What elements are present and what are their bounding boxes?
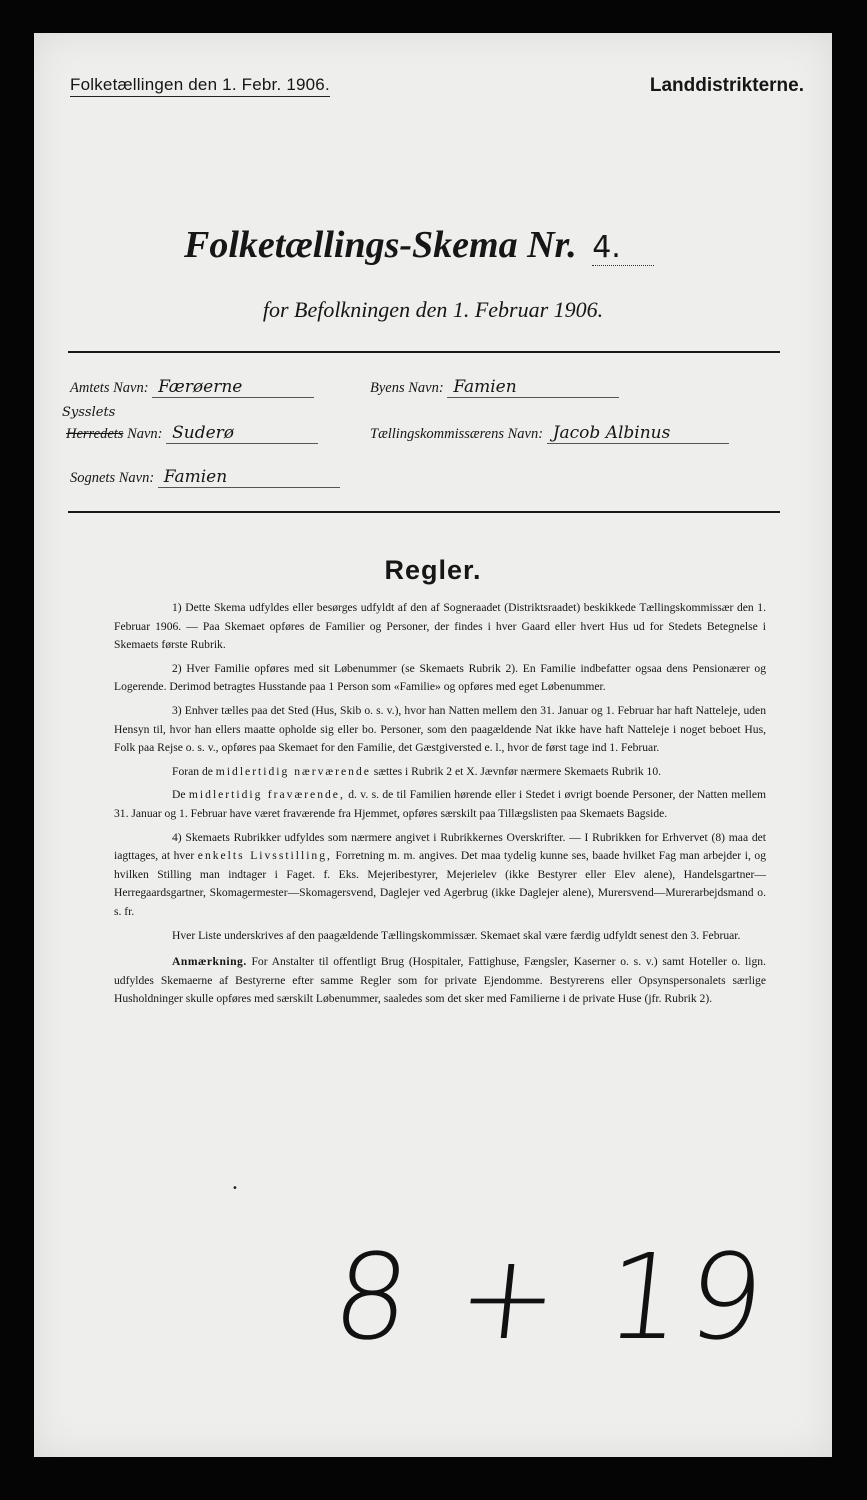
divider-bottom [68, 511, 780, 513]
amt-value: Færøerne [152, 377, 314, 398]
rule-paragraph-3: 3) Enhver tælles paa det Sted (Hus, Skib o. s. v.), hvor han Natten mellem den 31. Januar og 1. Februar har haft Natteleje, uden Hensyn til, hvor han ellers maatte opholde sig eller bo. Personer, som den paagældende Nat ikke have haft Natteleje i noget beboet Hus, Folk paa Rejse o. s. v., opføres paa Skemaet for den Familie, det Gæstgiversted e. l., hvor de først tage ind 1. Februar. [114, 703, 766, 755]
census-form-page [34, 33, 832, 1457]
rule-3c-post: d. v. s. de til Familien hørende eller i Stedet i øvrigt boende Personer, der Natten mellem 31. Januar og 1. Februar have været fraværende fra Hjemmet, opføres særskilt paa Tillægslisten paa Skemaets Bagside. [114, 788, 766, 820]
sogn-label: Sognets Navn: [70, 470, 155, 486]
rule-4-spaced: enkelts Livsstilling, [197, 849, 332, 863]
sogn-field [70, 467, 340, 488]
rule-3b-spaced: midlertidig nærværende [215, 764, 371, 778]
header-census-date: Folketællingen den 1. Febr. 1906. [70, 75, 330, 97]
rule-note [114, 953, 766, 1009]
kommissaer-value: Jacob Albinus [547, 423, 729, 444]
ink-dot: • [232, 1183, 238, 1194]
herred-field [66, 423, 318, 444]
form-title [184, 223, 654, 267]
rules-body [114, 599, 766, 1014]
byens-value: Famien [447, 377, 619, 398]
amt-label: Amtets Navn: [70, 380, 149, 396]
rule-4-pre: 4) Skemaets Rubrikker udfyldes som nærmere angivet i Rubrikkernes Overskrifter. — I Rubrikken for Erhvervet (8) maa det iagttages, at hver [114, 830, 766, 863]
rule-paragraph-1: 1) Dette Skema udfyldes eller besørges udfyldt af den af Sogneraadet (Distriktsraadet) beskikkede Tællingskommissær den 1. Februar 1906. — Paa Skemaet opføres de Familier og Personer, der findes i hver Gaard eller hvert Hus ud for Stedets Betegnelse i Skemaets første Rubrik. [114, 601, 766, 652]
herred-label-correction: Sysslets [62, 405, 116, 420]
form-title-text: Folketællings-Skema Nr. [184, 224, 577, 266]
divider-top [68, 351, 780, 353]
handwritten-total: 8 + 19 [326, 1228, 777, 1366]
sogn-value: Famien [158, 467, 340, 488]
herred-label-struck: Herredets [66, 426, 124, 442]
rule-paragraph-3b [114, 763, 766, 782]
rule-3c-pre: De [172, 788, 186, 802]
byens-field [370, 377, 619, 398]
form-number-handwritten: 4. [592, 230, 654, 266]
header-district-type: Landdistrikterne. [649, 75, 804, 96]
herred-value: Suderø [166, 423, 318, 444]
rule-4-post: Forretning m. m. angives. Det maa tydelig kunne ses, baade hvilket Fag man arbejder i, og hvilken Stilling man indtager i Faget. f. Eks. Mejeribestyrer, Mejerielev (ikke Bestyrer eller Elev alene), Handelsgartner—Herregaardsgartner, Skomagermester—Skomagersvend, Daglejer ved Agerbrug (ikke Daglejer alene), Murersvend—Murerarbejdsmand o. s. fr. [114, 849, 767, 918]
form-subtitle: for Befolkningen den 1. Februar 1906. [262, 297, 604, 322]
kommissaer-label: Tællingskommissærens Navn: [370, 426, 544, 442]
herred-label: Navn: [127, 426, 163, 442]
byens-label: Byens Navn: [370, 380, 444, 396]
amt-field [70, 377, 314, 398]
rule-paragraph-5: Hver Liste underskrives af den paagældende Tællingskommissær. Skemaet skal være færdig udfyldt senest den 3. Februar. [172, 928, 741, 942]
rule-paragraph-3c [114, 786, 766, 823]
note-label: Anmærkning. [172, 955, 247, 969]
kommissaer-field [370, 423, 729, 444]
rule-paragraph-2: 2) Hver Familie opføres med sit Løbenummer (se Skemaets Rubrik 2). En Familie indbefatter ogsaa dens Pensionærer og Logerende. Derimod betragtes Husstande paa 1 Person som «Familie» og opføres med eget Løbenummer. [114, 661, 766, 694]
note-text: For Anstalter til offentligt Brug (Hospitaler, Fattighuse, Fængsler, Kaserner o. s. v.) samt Hoteller o. lign. udfyldes Skemaerne af Bestyrerne efter samme Regler som for private Ejendomme. Bestyrerens eller Opsynspersonalets særlige Husholdninger skulle opføres med særskilt Løbenummer, saaledes som det sker med Familierne i de private Huse (jfr. Rubrik 2). [114, 955, 766, 1006]
rule-3b-pre: Foran de [172, 764, 213, 778]
rules-heading: Regler. [384, 555, 482, 585]
rule-3c-spaced: midlertidig fraværende, [188, 788, 345, 802]
rule-3b-post: sættes i Rubrik 2 et X. Jævnfør nærmere Skemaets Rubrik 10. [373, 764, 662, 778]
rule-paragraph-4 [114, 829, 766, 922]
